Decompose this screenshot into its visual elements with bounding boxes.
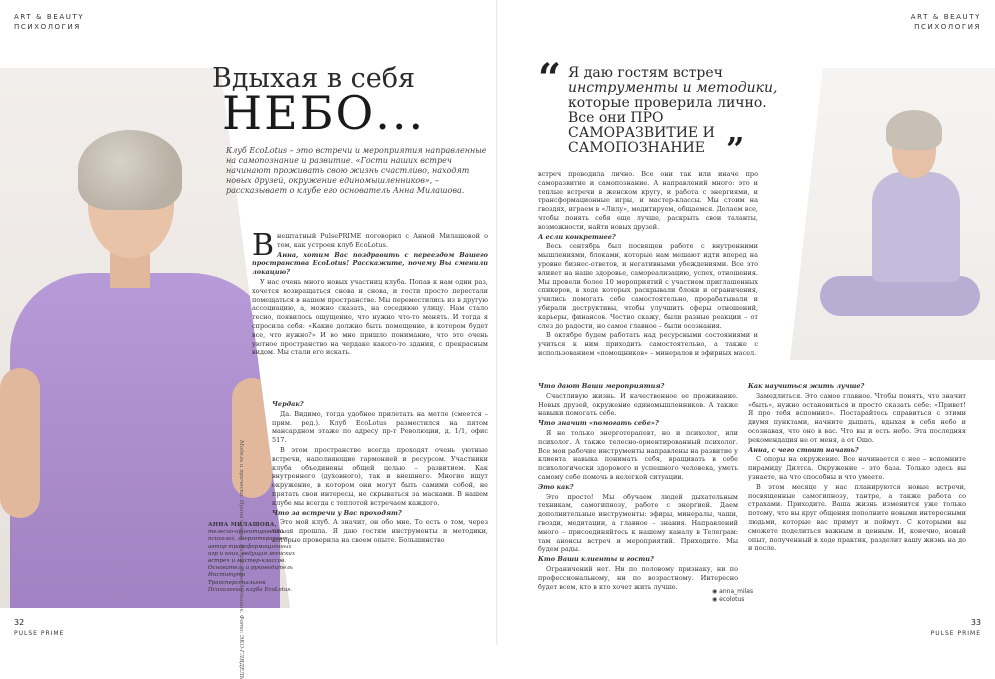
article-column-5 bbox=[748, 382, 966, 554]
question: Что за встречи у Вас проходят? bbox=[272, 508, 402, 517]
paragraph: В этом месяце у нас планируются новые встречи, посвященные самогипнозу, тантре, а также работа со страхами. Приходите. Ваша жизнь изменится уже только потому, что вы круг общения пополните новыми интересными людьми, которые вас примут и поймут. С которыми вы сможете поделиться важным и ценным. И, конечно, новый опыт, полученный в ходе практик, разделит вашу жизнь на до и после. bbox=[748, 482, 966, 553]
section-line2: ПСИХОЛОГИЯ bbox=[914, 23, 981, 31]
question: Анна, с чего стоит начать? bbox=[748, 445, 859, 454]
answer: Это мой клуб. А значит, он обо мне. То есть о том, через что я прошла. Я даю гостям инструменты и методики, которые проверила на своем опыте. Большинство bbox=[272, 518, 488, 544]
photo-arm-left bbox=[0, 368, 40, 518]
meditation-photo bbox=[790, 68, 995, 360]
article-column-2 bbox=[272, 400, 488, 546]
brand-right: PULSE PRIME bbox=[930, 630, 981, 637]
paragraph: Ограничений нет. Ни по половому признаку, ни по профессиональному, ни по возрастному. Интересно будет всем, кто в кто хочет жить лучше. bbox=[538, 564, 738, 591]
section-line1: ART & BEAUTY bbox=[14, 13, 85, 21]
paragraph: Я не только энерготерапевт, но и психолог, или психолог. А также телесно-ориентированный психолог. Все мои рабочие инструменты направлены на развитие у клиента навыка понимать себя, вращивать в себе психологически здорового и успешного человека, уметь самому себе помочь в нелегкой ситуации. bbox=[538, 428, 738, 481]
photo-legs bbox=[820, 276, 980, 316]
paragraph: С опоры на окружение. Все начинается с нее – вспомните пирамиду Дилтса. Окружение – это база. Только здесь вы узнаете, на что способны и что умеете. bbox=[748, 455, 966, 481]
article-column-3 bbox=[538, 170, 758, 359]
paragraph: Это просто! Мы обучаем людей дыхательным техникам, самогипнозу, работе с энергией. Даем дополнительные инструменты: эфиры, минералы, чаши, гвозди, медитации, а главное – знания. Направлений много – присоединяйтесь к нашему каналу в Телеграм: там анонсы встреч и мероприятий. Приходите. Мы будем рады. bbox=[538, 492, 738, 554]
pull-quote-line2 bbox=[568, 81, 790, 96]
answer: У нас очень много новых участниц клуба. Попав к нам один раз, хочется возвращаться снова и снова, и гости просто перестали помещаться в нашем пространстве. Мы переместились из в другую ассоциацию, а, можно сказать, на соседнюю улицу. Нам стало тесно, появилось ощущение, что нужно что-то менять. И тогда я спросила себя: «Какие должно быть помещение, в котором будет все, что нужно?» И во мне пришло понимание, что это очень уютное пространство на чердаке какого-то здания, с прекрасным видом. Мы стали его искать. bbox=[252, 277, 488, 357]
section-label bbox=[14, 12, 84, 32]
page-number-left: 32 bbox=[14, 618, 25, 627]
article-column-1 bbox=[252, 228, 488, 358]
photo-caption bbox=[208, 522, 298, 594]
article-column-4 bbox=[538, 382, 738, 592]
section-label bbox=[911, 12, 981, 32]
handle-text: ecolotus bbox=[719, 596, 745, 603]
instagram-handle-1[interactable]: ◉ anna_milas bbox=[712, 588, 754, 595]
caption-name: АННА МИЛАШОВА, bbox=[208, 522, 277, 528]
answer: Да. Видимо, тогда удобнее прилетать на метле (смеется – прим. ред.). Клуб EcoLotus разместился на пятом мансардном этаже по адресу пр-т Революции, д. 1/1, офис 517. bbox=[272, 409, 488, 445]
pull-quote bbox=[568, 66, 790, 156]
section-line2: ПСИХОЛОГИЯ bbox=[14, 23, 81, 31]
answer: В этом пространстве всегда проходят очень уютные встречи, наполняющие гармонией и ресурсом. Участники клуба объединены общей целью – развитием. Как внутреннего (духовного), так и внешнего. Многие ищут окружение, в котором они могут быть самими собой, не прятать свои интересы, не скрываться за масками. В нашем клубе мы всегда с теплотой встречаем каждого. bbox=[272, 445, 488, 507]
page-number-right: 33 bbox=[970, 618, 981, 627]
question: Что дают Ваши мероприятия? bbox=[538, 382, 665, 390]
question: Анна, хотим Вас поздравить с переездом Вашего пространства EcoLotus! Расскажите, почему Вы сменили локацию? bbox=[252, 250, 488, 277]
paragraph: встреч проводила лично. Все они так или иначе про саморазвитие и самопознание. А направлений много: это и теплые встречи в женском кругу, и работа с энергиями, и трансформационные игры, и мастер-классы. Мы стоим на гвоздях, играем в «Лилу», медитируем, общаемся. Делаем все, чтобы понять себя еще лучше, раскрыть свои таланты, возможности, найти новых друзей. bbox=[538, 170, 758, 231]
social-handles bbox=[712, 588, 753, 604]
pull-quote-italic: инструменты и методики, bbox=[568, 80, 778, 96]
photo-credit: Модель и прическа: Ирина Сухова. Визаж: Анна Меньших. Фото: ЭКО-ГЛЯДЕЛЬ bbox=[238, 440, 244, 679]
article-lede: Клуб EcoLotus – это встречи и мероприятия направленные на самопознание и развитие. «Гости наших встреч начинают проживать свою жизнь счастливо, находят новых друзей, окружение единомышленников», – рассказывает о клубе его основатель Анна Милашова. bbox=[226, 146, 487, 195]
section-line1: ART & BEAUTY bbox=[910, 13, 981, 21]
left-page bbox=[0, 0, 497, 679]
drop-cap: В bbox=[252, 228, 275, 263]
instagram-handle-2[interactable]: ◉ ecolotus bbox=[712, 596, 745, 603]
question: Что значит «помогать себе»? bbox=[538, 419, 659, 428]
question: Как научиться жить лучше? bbox=[748, 382, 865, 390]
photo-hair bbox=[886, 110, 942, 150]
question: А если конкретнее? bbox=[538, 232, 616, 241]
caption-text: телесно-ориентированный психолог, энерготерапевт, автор трансформационных игр и книг, ведущая женских встреч и мастер-классов. Основатель и руководитель Института Трансперсональной Психологии, клуба EcoLotus. bbox=[208, 529, 296, 593]
handle-text: anna_milas bbox=[719, 588, 754, 595]
paragraph: Счастливую жизнь. И качественное ее проживание. Новых друзей, окружение единомышленников. А также навыки помогать себе. bbox=[538, 391, 738, 418]
question: Чердак? bbox=[272, 400, 304, 408]
pull-quote-line1: Я даю гостям встреч bbox=[568, 65, 723, 81]
intro-text: нештатный PulsePRIME поговорил с Анной Милашовой о том, как устроен клуб EcoLotus. bbox=[277, 232, 488, 249]
question: Это как? bbox=[538, 482, 574, 491]
question: Кто Ваши клиенты и гости? bbox=[538, 555, 654, 564]
article-title-line1: Вдыхая в себя bbox=[212, 63, 416, 94]
right-page bbox=[498, 0, 995, 645]
paragraph: В октябре будем работать над ресурсными состояниями и учиться к ним приходить самостоятельно, а также с использованием «помощников» – минералов и эфирных масел. bbox=[538, 331, 758, 357]
close-quote-icon: ” bbox=[726, 130, 745, 168]
article-title-line2: НЕБО... bbox=[222, 86, 426, 140]
brand-left: PULSE PRIME bbox=[14, 630, 65, 637]
photo-hair bbox=[78, 130, 182, 210]
paragraph: Замедлиться. Это самое главное. Чтобы понять, что значит «быть», нужно остановиться и просто сказать себе: «Привет! Я про тебя вспомнил». Постарайтесь справиться с этими двумя пунктами, начните дышать, вдыхая в себя небо и осознавая, что оно в вас. Что вы и есть небо. Эта последняя рекомендация не от меня, а от Ошо. bbox=[748, 391, 966, 444]
paragraph: Весь сентябрь был посвящен работе с внутренними мышлениями, блоками, которые нам мешают идти вперед на уровне бизнес-ответов, и негативными убеждениями. Все это влияет на наше здоровье, самореализацию, успех, отношения. Мы провели более 10 мероприятий с участием приглашенных спикеров, в ходе которых раскрывали блоки и ограничения, учились помогать себе самостоятельно, прорабатывали и убирали деструктивы, чтобы улучшить сферы отношений, карьеры, финансов. Честно скажу, были разные реакции – от слез до радости, но самое главное – были осознания. bbox=[538, 242, 758, 330]
photo-body bbox=[872, 172, 960, 282]
pull-quote-line3: которые проверила лично. Все они ПРО САМОРАЗВИТИЕ И САМОПОЗНАНИЕ bbox=[568, 95, 767, 156]
open-quote-icon: “ bbox=[538, 55, 562, 102]
